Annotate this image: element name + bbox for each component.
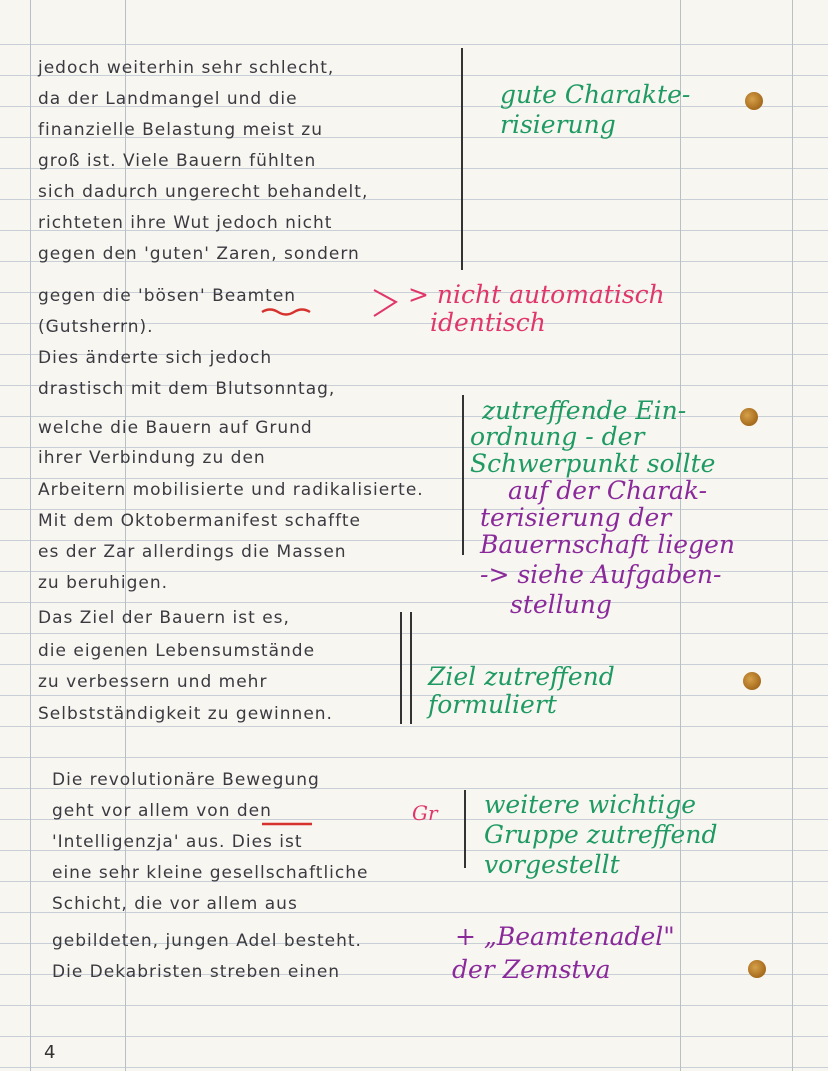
annotation-classification: terisierung der — [480, 503, 672, 532]
annotation-not-identical: identisch — [430, 308, 546, 337]
text-line: es der Zar allerdings die Massen — [38, 542, 347, 562]
text-line: Selbstständigkeit zu gewinnen. — [38, 704, 333, 724]
annotation-good-characterisation: risierung — [500, 110, 616, 139]
text-line: richteten ihre Wut jedoch nicht — [38, 213, 333, 233]
text-line: Die Dekabristen streben einen — [52, 962, 341, 982]
text-line: jedoch weiterhin sehr schlecht, — [38, 58, 335, 78]
annotation-good-characterisation: gute Charakte- — [500, 80, 691, 109]
text-line: Arbeitern mobilisierte und radikalisierte. — [38, 480, 424, 500]
text-line: gegen den 'guten' Zaren, sondern — [38, 244, 360, 264]
annotation-grammar-mark: Gr — [412, 801, 438, 825]
text-line: gebildeten, jungen Adel besteht. — [52, 931, 362, 951]
text-line: geht vor allem von den — [52, 801, 272, 821]
text-line: die eigenen Lebensumstände — [38, 641, 316, 661]
text-line: da der Landmangel und die — [38, 89, 298, 109]
text-line: welche die Bauern auf Grund — [38, 418, 313, 438]
bracket-4 — [464, 790, 466, 868]
text-line: drastisch mit dem Blutsonntag, — [38, 379, 336, 399]
page-number: 4 — [44, 1042, 56, 1063]
text-line: ihrer Verbindung zu den — [38, 448, 266, 468]
annotation-further-group: Gruppe zutreffend — [484, 820, 718, 849]
bracket-3a — [400, 612, 402, 724]
annotation-classification: auf der Charak- — [508, 476, 708, 505]
bracket-2 — [462, 395, 464, 555]
annotation-classification: Schwerpunkt sollte — [470, 449, 716, 478]
text-line: sich dadurch ungerecht behandelt, — [38, 182, 369, 202]
annotation-classification: Bauernschaft liegen — [480, 530, 735, 559]
annotation-classification: stellung — [510, 590, 612, 619]
bracket-3b — [410, 612, 412, 724]
annotation-further-group: vorgestellt — [484, 850, 620, 879]
text-line: finanzielle Belastung meist zu — [38, 120, 323, 140]
text-line: Mit dem Oktobermanifest schaffte — [38, 511, 361, 531]
annotation-classification: zutreffende Ein- — [482, 396, 687, 425]
arrow-mark — [374, 290, 396, 316]
annotation-goal: Ziel zutreffend — [428, 662, 615, 691]
text-line: gegen die 'bösen' Beamten — [38, 286, 297, 306]
text-line: zu beruhigen. — [38, 573, 169, 593]
text-line: Das Ziel der Bauern ist es, — [38, 608, 290, 628]
text-line: Dies änderte sich jedoch — [38, 348, 273, 368]
annotation-not-identical: > nicht automatisch — [408, 280, 665, 309]
text-line: eine sehr kleine gesellschaftliche — [52, 863, 369, 883]
text-line: Schicht, die vor allem aus — [52, 894, 298, 914]
text-line: zu verbessern und mehr — [38, 672, 268, 692]
wavy-underline — [262, 310, 310, 315]
text-line: 'Intelligenzja' aus. Dies ist — [52, 832, 303, 852]
annotation-official-nobility: der Zemstva — [452, 955, 611, 984]
text-line: (Gutsherrn). — [38, 317, 154, 337]
annotation-goal: formuliert — [428, 690, 557, 719]
text-line: groß ist. Viele Bauern fühlten — [38, 151, 317, 171]
annotation-further-group: weitere wichtige — [484, 790, 697, 819]
annotation-classification: -> siehe Aufgaben- — [480, 560, 722, 589]
annotation-classification: ordnung - der — [470, 422, 645, 451]
bracket-1 — [461, 48, 463, 270]
annotation-official-nobility: + „Beamtenadel" — [455, 922, 675, 951]
text-line: Die revolutionäre Bewegung — [52, 770, 320, 790]
